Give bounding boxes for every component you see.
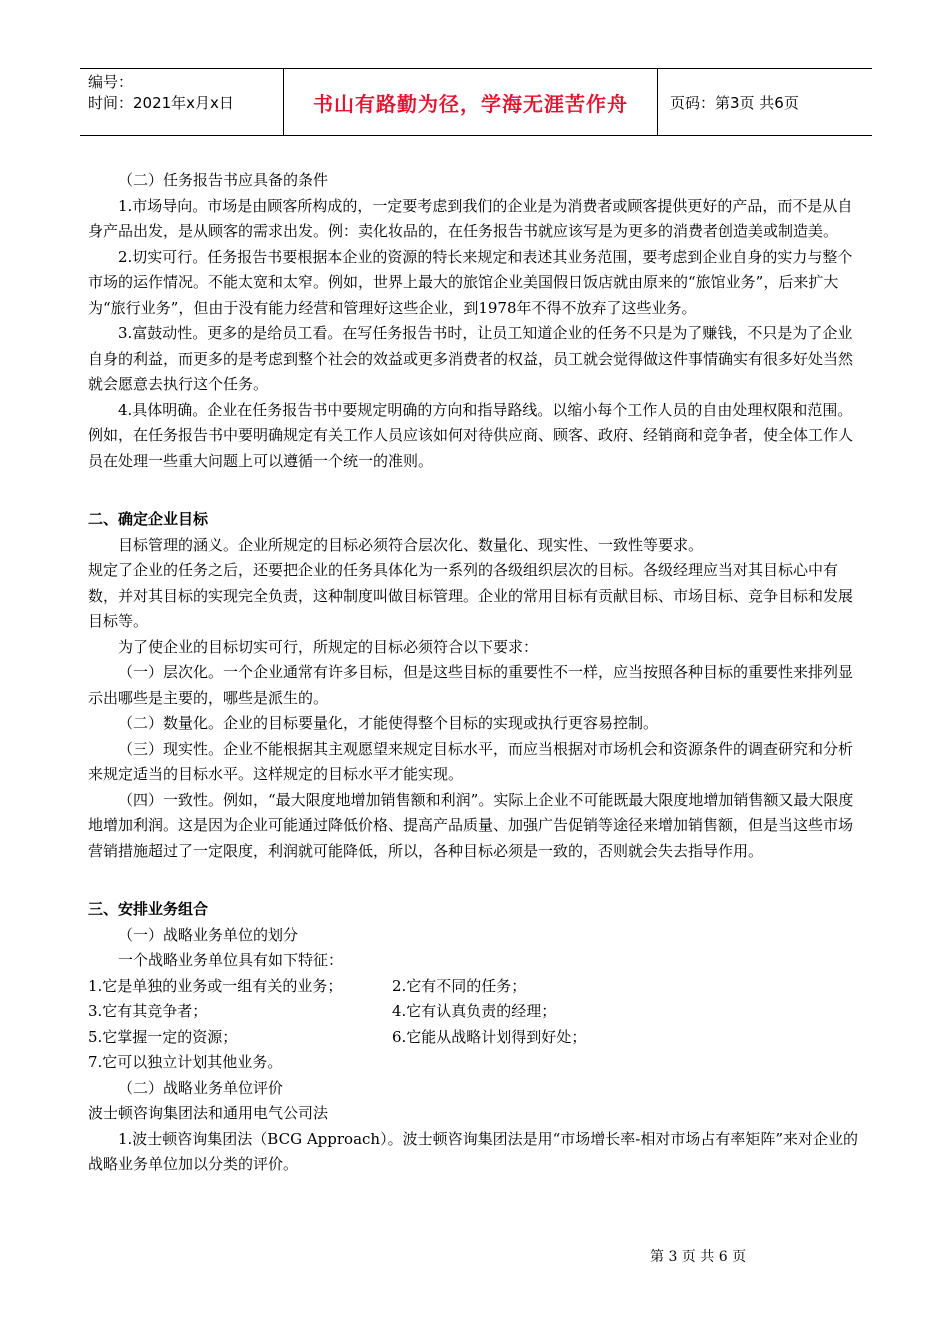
- time-label: 时间：2021年x月x日: [88, 94, 234, 112]
- feature-item: 4.它有认真负责的经理；: [392, 1002, 557, 1020]
- feature-row: [88, 999, 864, 1025]
- feature-item: 1.它是单独的业务或一组有关的业务；: [88, 976, 343, 995]
- number-label: 编号：: [88, 73, 134, 91]
- feature-row: [88, 1025, 864, 1051]
- subheading: （二）战略业务单位评价: [118, 1078, 284, 1097]
- paragraph: （一）层次化。一个企业通常有许多目标，但是这些目标的重要性不一样，应当按照各种目标的重要性来排列显示出哪些是主要的，哪些是派生的。: [88, 663, 854, 707]
- feature-item: 5.它掌握一定的资源；: [88, 1027, 238, 1046]
- paragraph: 4.具体明确。企业在任务报告书中要规定明确的方向和指导路线。以缩小每个工作人员的自由处理权限和范围。例如，在任务报告书中要明确规定有关工作人员应该如何对待供应商、顾客、政府、经销商和竞争者，使全体工作人员在处理一些重大问题上可以遵循一个统一的准则。: [88, 400, 854, 470]
- feature-item: 7.它可以独立计划其他业务。: [88, 1053, 283, 1071]
- feature-item: 2.它有不同的任务；: [392, 976, 527, 995]
- paragraph: 1.波士顿咨询集团法（BCG Approach）。波士顿咨询集团法是用“市场增长率-相对市场占有率矩阵”来对企业的战略业务单位加以分类的评价。: [88, 1129, 858, 1173]
- paragraph: （四）一致性。例如，“最大限度地增加销售额和利润”。实际上企业不可能既最大限度地增加销售额又最大限度地增加利润。这是因为企业可能通过降低价格、提高产品质量、加强广告促销等途径来增加销售额，但是当这些市场营销措施超过了一定限度，利润就可能降低，所以，各种目标必须是一致的，否则就会失去指导作用。: [88, 790, 854, 860]
- paragraph: 1.市场导向。市场是由顾客所构成的，一定要考虑到我们的企业是为消费者或顾客提供更好的产品，而不是从自身产品出发，是从顾客的需求出发。例：卖化妆品的，在任务报告书就应该写是为更多的消费者创造美或制造美。: [88, 196, 853, 240]
- paragraph: （二）数量化。企业的目标要量化，才能使得整个目标的实现或执行更容易控制。: [118, 714, 659, 732]
- paragraph: 一个战略业务单位具有如下特征：: [118, 951, 344, 969]
- subheading: （一）战略业务单位的划分: [118, 925, 299, 944]
- feature-item: 6.它能从战略计划得到好处；: [392, 1027, 587, 1046]
- section-heading: 三、安排业务组合: [88, 900, 209, 918]
- paragraph: （三）现实性。企业不能根据其主观愿望来规定目标水平，而应当根据对市场机会和资源条件的调查研究和分析来规定适当的目标水平。这样规定的目标水平才能实现。: [88, 739, 854, 783]
- document-body: [88, 168, 864, 1178]
- paragraph: 为了使企业的目标切实可行，所规定的目标必须符合以下要求：: [118, 637, 539, 656]
- motto: 书山有路勤为径，学海无涯苦作舟: [283, 69, 658, 135]
- paragraph: 2.切实可行。任务报告书要根据本企业的资源的特长来规定和表述其业务范围，要考虑到企业自身的实力与整个市场的运作情况。不能太宽和太窄。例如，世界上最大的旅馆企业美国假日饭店就由原来的“旅馆业务”，后来扩大为“旅行业务”，但由于没有能力经营和管理好这些企业，到1978年不得不放弃了这些业务。: [88, 247, 853, 317]
- feature-row: [88, 974, 864, 1000]
- page-header: [80, 68, 872, 136]
- header-left: [80, 69, 283, 135]
- page-footer: 第 3 页 共 6 页: [650, 1249, 747, 1265]
- paragraph: 波士顿咨询集团法和通用电气公司法: [88, 1104, 329, 1122]
- paragraph: 3.富鼓动性。更多的是给员工看。在写任务报告书时，让员工知道企业的任务不只是为了赚钱，不只是为了企业自身的利益，而更多的是考虑到整个社会的效益或更多消费者的权益，员工就会觉得做这件事情确实有很多好处当然就会愿意去执行这个任务。: [88, 324, 854, 393]
- paragraph: 目标管理的涵义。企业所规定的目标必须符合层次化、数量化、现实性、一致性等要求。: [118, 535, 704, 554]
- paragraph: 规定了企业的任务之后，还要把企业的任务具体化为一系列的各级组织层次的目标。各级经理应当对其目标心中有数，并对其目标的实现完全负责，这种制度叫做目标管理。企业的常用目标有贡献目标、市场目标、竞争目标和发展目标等。: [88, 561, 854, 630]
- feature-item: 3.它有其竞争者；: [88, 1002, 208, 1020]
- section-heading: 二、确定企业目标: [88, 510, 209, 528]
- section-b-title: （二）任务报告书应具备的条件: [118, 171, 329, 189]
- page-label: 页码：第3页 共6页: [670, 93, 799, 112]
